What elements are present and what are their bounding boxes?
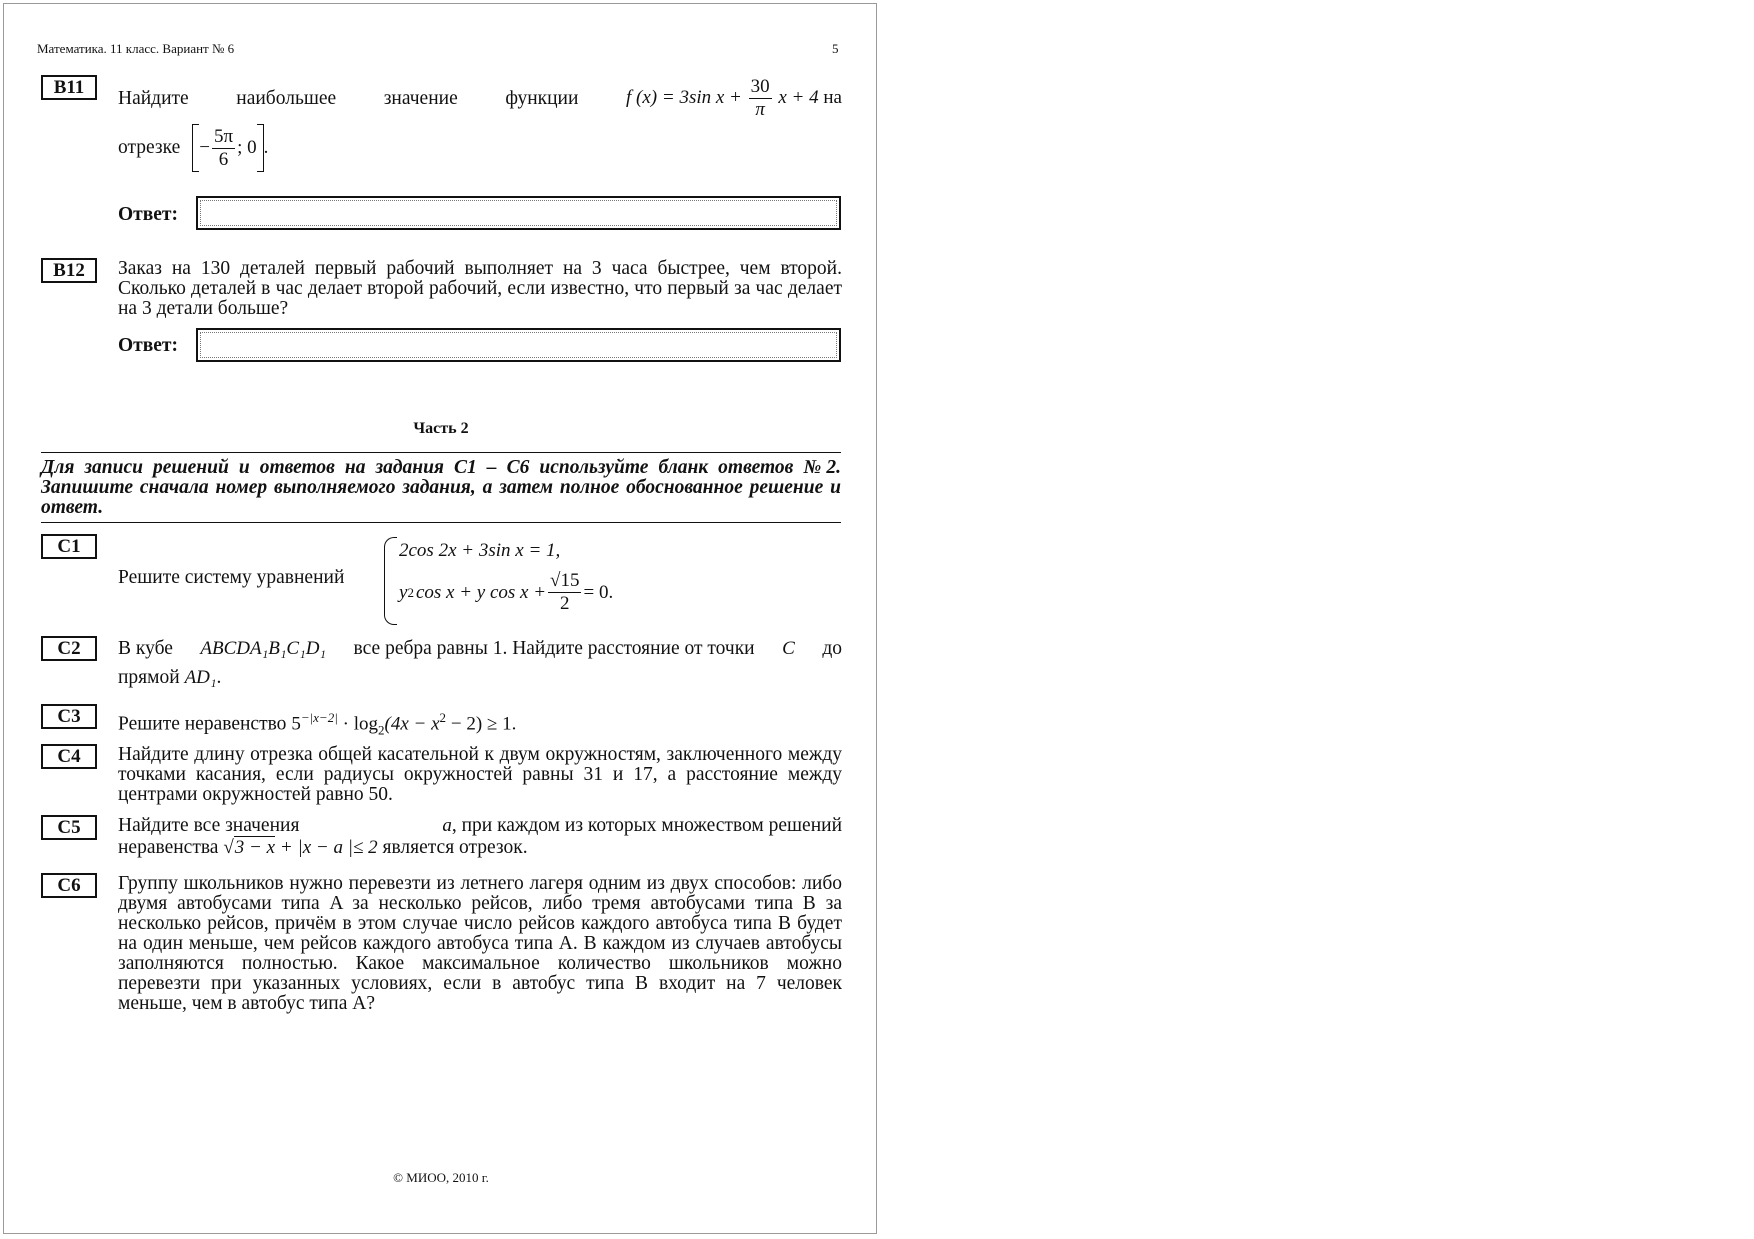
task-c5-line2: неравенства √3 − x + |x − a |≤ 2 является отрезок. <box>118 837 528 858</box>
task-c3-line <box>118 708 516 740</box>
b11-seg-num: 5π <box>213 125 234 147</box>
page-number: 5 <box>832 41 839 56</box>
document-page <box>3 3 877 1234</box>
task-c2-line2 <box>118 668 221 688</box>
c2-end: . <box>216 667 222 688</box>
c1-fraction <box>548 570 581 615</box>
c5-line2-b: является отрезок. <box>382 837 528 858</box>
task-label-c3: C3 <box>41 704 97 729</box>
c5-line1-b: , при каждом из которых множеством решений <box>451 815 842 836</box>
c1-equation-2 <box>399 570 613 615</box>
task-label-b11: B11 <box>41 75 97 100</box>
task-label-c1: C1 <box>41 534 97 559</box>
task-label-c4: C4 <box>41 744 97 769</box>
b11-word: функции <box>505 87 579 109</box>
b11-frac-den: π <box>755 99 765 120</box>
task-b11-line1 <box>118 76 842 121</box>
c1-eq2-den: 2 <box>560 593 570 614</box>
c3-rest: · log <box>342 713 379 735</box>
b11-answer-field[interactable] <box>196 196 841 230</box>
c2-text-b: все ребра равны 1. Найдите расстояние от точки <box>353 638 755 659</box>
c3-exp: −|x−2| <box>300 710 338 725</box>
b11-seg-den: 6 <box>218 148 229 170</box>
task-label-b12: B12 <box>41 258 97 283</box>
page-header-title: Математика. 11 класс. Вариант № 6 <box>37 41 235 56</box>
c3-text: Решите неравенство <box>118 713 287 735</box>
task-b11-line2 <box>118 124 268 172</box>
left-bracket <box>192 124 199 172</box>
task-c4-text: Найдите длину отрезка общей касательной к двум окружностям, заключенного между точками касания, если радиусы окружностей равны 31 и 17, а расстояние между центрами окружностей равно 50. <box>118 744 842 805</box>
c5-line2-a: неравенства <box>118 837 219 858</box>
c3-arg-exp: 2 <box>439 710 447 725</box>
c3-arg-end: − 2) ≥ 1. <box>450 713 517 735</box>
task-label-c5: C5 <box>41 815 97 840</box>
b11-seg-end: . <box>263 137 269 158</box>
c1-eq2-num: √15 <box>550 570 580 591</box>
b11-func-tail: x + 4 <box>778 86 819 108</box>
c1-eq2-exp: 2 <box>407 584 414 600</box>
c3-log-base: 2 <box>378 722 385 738</box>
c5-param: a <box>442 815 452 836</box>
divider <box>41 452 841 453</box>
task-label-c2: C2 <box>41 636 97 661</box>
system-brace <box>384 537 397 625</box>
b12-answer-field[interactable] <box>196 328 841 362</box>
task-b12-text: Заказ на 130 деталей первый рабочий выполняет на 3 часа быстрее, чем второй. Сколько деталей в час делает второй рабочий, если известно, что первый за час делает на 3 детали больше? <box>118 258 842 319</box>
part2-title: Часть 2 <box>413 420 469 437</box>
b11-fraction <box>749 76 772 121</box>
b12-answer-label: Ответ: <box>118 335 179 356</box>
right-bracket <box>257 124 264 172</box>
c1-eq1: 2cos 2x + 3sin x = 1, <box>399 540 561 561</box>
task-c2-line1 <box>118 639 842 659</box>
c3-base: 5 <box>291 713 301 735</box>
c2-point: C <box>782 638 795 659</box>
b11-tail-word: на <box>823 86 842 108</box>
b11-segment-fraction <box>212 126 235 171</box>
b11-answer-label: Ответ: <box>118 204 179 225</box>
task-c1-text: Решите систему уравнений <box>118 567 345 588</box>
part2-instructions: Для записи решений и ответов на задания С1 – С6 используйте бланк ответов №2. Запишите сначала номер выполняемого задания, а затем полное обоснованное решение и ответ. <box>41 457 841 518</box>
c3-arg: (4x − x <box>384 713 440 735</box>
c1-eq2-end: = 0. <box>583 581 614 603</box>
c2-text-a: В кубе <box>118 638 173 659</box>
b11-frac-num: 30 <box>750 76 770 97</box>
b11-segment-word: отрезке <box>118 137 181 158</box>
b11-word: наибольшее <box>236 87 337 109</box>
c5-line1-a: Найдите все значения <box>118 815 300 836</box>
b11-function <box>626 76 842 121</box>
c1-eq2-y: y <box>399 581 408 603</box>
c2-text-c: до <box>822 638 842 659</box>
c2-text-d: прямой <box>118 667 180 688</box>
b11-word: Найдите <box>118 87 189 109</box>
c1-eq2-mid: cos x + y cos x + <box>415 581 547 603</box>
c5-radicand: 3 − x <box>234 837 276 858</box>
b11-seg-minus: − <box>199 137 210 158</box>
b11-func-lhs: f (x) = 3sin x + <box>626 86 742 108</box>
task-c6-text: Группу школьников нужно перевезти из летнего лагеря одним из двух способов: либо двумя автобусами типа A за несколько рейсов, либо тремя автобусами типа B за несколько рейсов, причём в этом случае число рейсов каждого автобуса типа B будет на один меньше, чем рейсов каждого автобуса типа A. В каждом из случаев автобусы заполняются полностью. Какое максимальное количество школьников можно перевезти при указанных условиях, если в автобус типа B входит на 7 человек меньше, чем в автобус типа A? <box>118 873 842 1014</box>
b11-word: значение <box>383 87 458 109</box>
c5-line2-mid: + |x − a |≤ 2 <box>279 837 378 858</box>
b11-seg-right: ; 0 <box>237 137 257 158</box>
task-c5-line1 <box>118 816 842 836</box>
task-label-c6: C6 <box>41 873 97 898</box>
c2-line: AD₁ <box>184 667 217 688</box>
c1-equation-1 <box>399 540 560 562</box>
page-footer: © МИОО, 2010 г. <box>393 1170 489 1185</box>
c2-cube: ABCDA₁B₁C₁D₁ <box>200 638 327 659</box>
divider <box>41 522 841 523</box>
